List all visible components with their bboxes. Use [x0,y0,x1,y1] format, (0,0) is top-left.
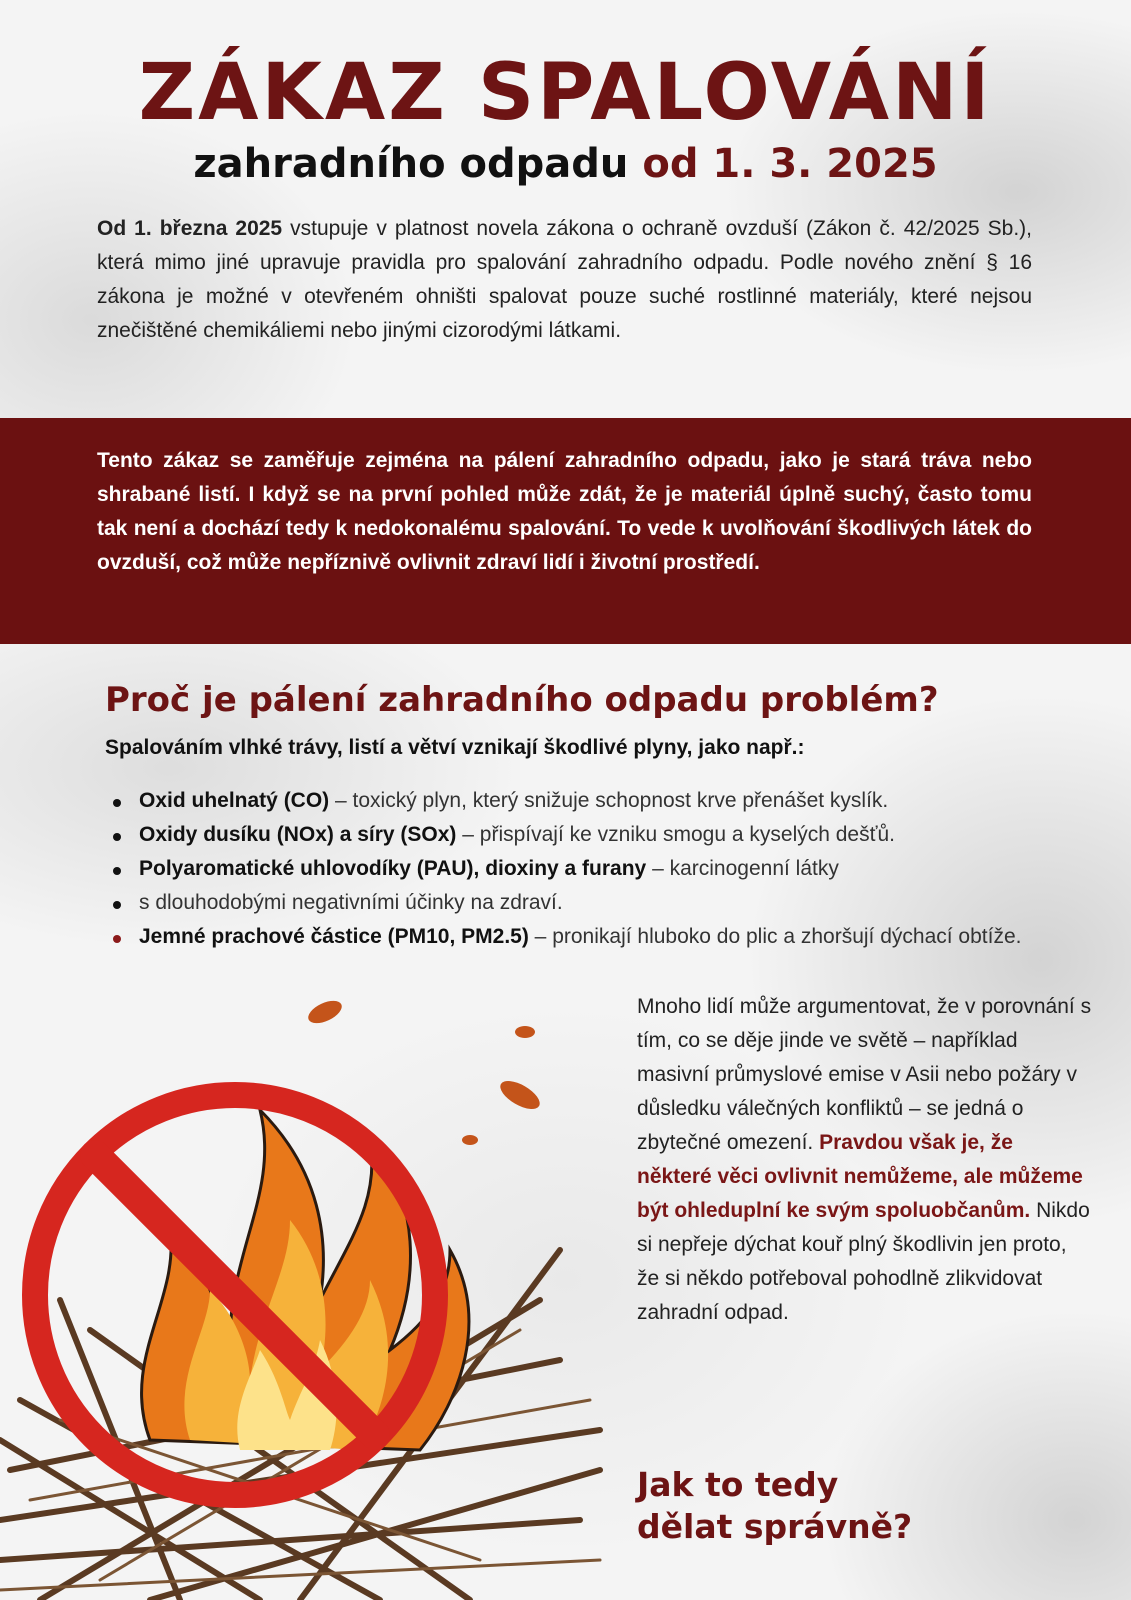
list-item [105,784,1065,818]
intro-paragraph [97,212,1032,348]
highlight-band [0,418,1131,644]
bullet-icon [113,799,121,807]
bullet-icon [113,867,121,875]
argument-emphasis: Pravdou však je, že některé věci ovlivnit nemůžeme, ale můžeme být ohleduplní ke svým spoluobčanům. [637,1131,1083,1222]
item-text: – přispívají ke vzniku smogu a kyselých dešťů. [456,823,895,846]
intro-text: vstupuje v platnost novela zákona o ochraně ovzduší (Zákon č. 42/2025 Sb.), která mimo jiné upravuje pravidla pro spalování zahradního odpadu. Podle nového znění § 16 zákona je možné v otevřeném ohništi spalovat pouze suché rostlinné materiály, které nejsou znečištěné chemikáliemi nebo jinými cizorodými látkami. [97,217,1032,342]
bullet-icon [113,901,121,909]
argument-paragraph [637,990,1092,1330]
item-text: s dlouhodobými negativními účinky na zdraví. [139,891,563,914]
item-text: – toxický plyn, který snižuje schopnost krve přenášet kyslík. [329,789,889,812]
bullet-icon [113,833,121,841]
list-item [105,818,1065,852]
argument-text-2: Nikdo si nepřeje dýchat kouř plný škodlivin jen proto, že si někdo potřeboval pohodlně zlikvidovat zahradní odpad. [637,1199,1090,1324]
page-subtitle [0,140,1131,188]
page-title: ZÁKAZ SPALOVÁNÍ [138,48,993,138]
problem-lead: Spalováním vlhké trávy, listí a větví vznikají škodlivé plyny, jako např.: [105,736,805,759]
argument-text-1: Mnoho lidí může argumentovat, že v porovnání s tím, co se děje jinde ve světě – například masivní průmyslové emise v Asii nebo požáry v důsledku válečných konfliktů – se jedná o zbytečné omezení. [637,995,1092,1154]
how-to-heading-line1: Jak to tedy [637,1465,839,1504]
subtitle-date: od 1. 3. 2025 [642,141,938,187]
intro-bold: Od 1. března 2025 [97,217,283,240]
bullet-icon [113,935,121,943]
item-text: – karcinogenní látky [646,857,839,880]
list-item [105,920,1065,954]
item-bold: Jemné prachové částice (PM10, PM2.5) [139,925,529,948]
band-text: Tento zákaz se zaměřuje zejména na pálení zahradního odpadu, jako je stará tráva nebo shrabané listí. I když se na první pohled může zdát, že je materiál úplně suchý, často tomu tak není a dochází tedy k nedokonalému spalování. To vede k uvolňování škodlivých látek do ovzduší, což může nepříznivě ovlivnit zdraví lidí i životní prostředí. [97,449,1032,574]
item-bold: Oxid uhelnatý (CO) [139,789,330,812]
item-bold: Polyaromatické uhlovodíky (PAU), dioxiny a furany [139,857,647,880]
no-fire-icon [0,1000,610,1600]
how-to-heading [637,1464,1077,1548]
pollutant-list [105,784,1065,954]
problem-heading: Proč je pálení zahradního odpadu problém? [105,680,939,720]
item-bold: Oxidy dusíku (NOx) a síry (SOx) [139,823,457,846]
item-text: – pronikají hluboko do plic a zhoršují dýchací obtíže. [528,925,1022,948]
how-to-heading-line2: dělat správně? [637,1507,913,1546]
list-item [105,852,1065,886]
list-item [105,886,1065,920]
subtitle-main: zahradního odpadu [193,141,629,187]
